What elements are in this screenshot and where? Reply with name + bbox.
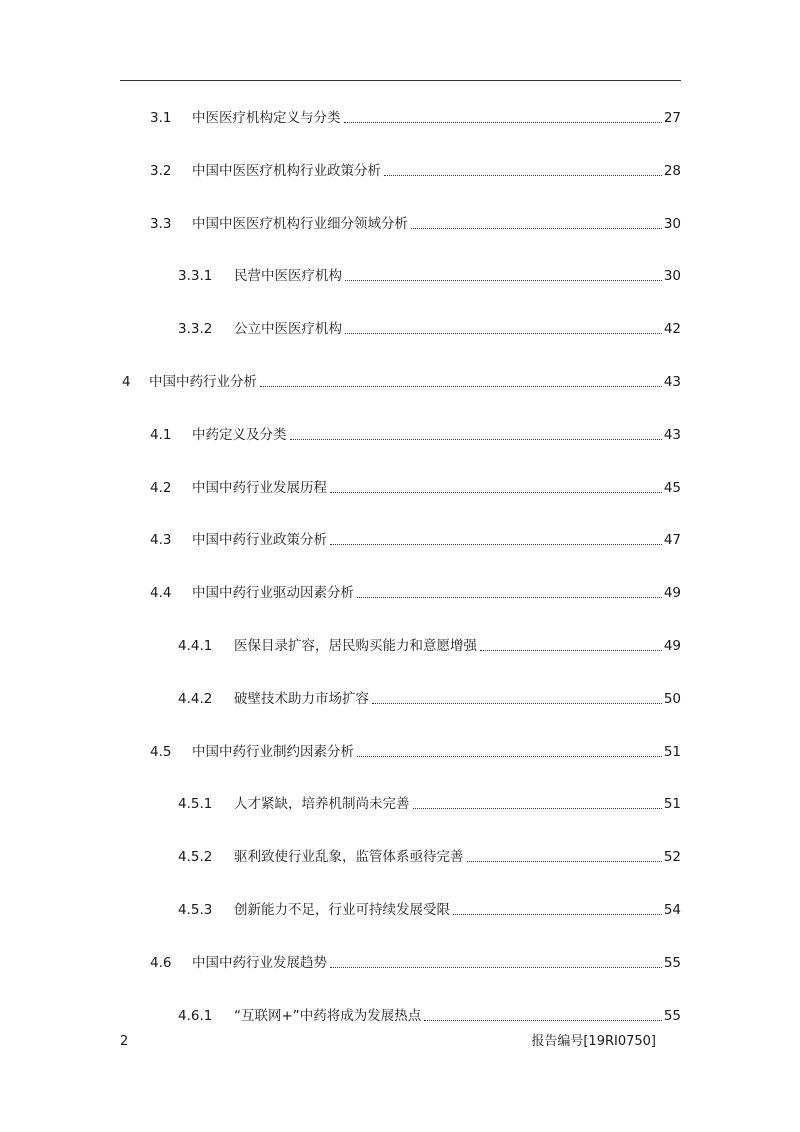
toc-dot-leader bbox=[344, 122, 662, 123]
toc-entry-page: 42 bbox=[663, 321, 681, 338]
toc-entry-page: 51 bbox=[663, 743, 681, 760]
toc-entry-page: 50 bbox=[663, 690, 681, 707]
toc-dot-leader bbox=[345, 333, 662, 334]
toc-entry[interactable] bbox=[150, 952, 681, 974]
toc-entry[interactable] bbox=[178, 846, 681, 868]
toc-entry[interactable] bbox=[178, 318, 681, 340]
toc-entry-number: 4 bbox=[122, 374, 131, 390]
toc-dot-leader bbox=[260, 386, 662, 387]
toc-entry-number: 4.1 bbox=[150, 426, 172, 443]
toc-dot-leader bbox=[357, 597, 662, 598]
toc-entry-title: 中国中药行业制约因素分析 bbox=[192, 743, 354, 760]
toc-entry-title: 中国中医医疗机构行业细分领域分析 bbox=[192, 215, 408, 232]
toc-dot-leader bbox=[357, 756, 662, 757]
toc-dot-leader bbox=[411, 228, 662, 229]
toc-dot-leader bbox=[453, 914, 662, 915]
toc-entry-title: 中国中药行业政策分析 bbox=[192, 532, 327, 549]
toc-entry-number: 3.3.1 bbox=[178, 268, 213, 285]
toc-entry-number: 3.2 bbox=[150, 162, 172, 179]
toc-entry-page: 49 bbox=[663, 585, 681, 602]
toc-entry-page: 30 bbox=[663, 268, 681, 285]
toc-entry-page: 55 bbox=[663, 954, 681, 971]
toc-entry-title: 人才紧缺，培养机制尚未完善 bbox=[234, 796, 410, 813]
toc-dot-leader bbox=[345, 280, 662, 281]
toc-entry-number: 3.3 bbox=[150, 215, 172, 232]
toc-dot-leader bbox=[372, 703, 662, 704]
toc-entry[interactable] bbox=[150, 160, 681, 182]
toc-entry-title: 中国中药行业分析 bbox=[149, 374, 257, 390]
toc-entry-number: 4.5.1 bbox=[178, 796, 213, 813]
toc-entry-number: 4.4.1 bbox=[178, 638, 213, 654]
toc-entry-title: 民营中医医疗机构 bbox=[234, 268, 342, 285]
toc-entry-title: 中国中药行业驱动因素分析 bbox=[192, 585, 354, 602]
toc-entry-page: 43 bbox=[663, 374, 681, 390]
toc-entry-page: 55 bbox=[663, 1007, 681, 1024]
toc-entry[interactable] bbox=[150, 107, 681, 129]
toc-entry-number: 4.5.2 bbox=[178, 849, 213, 866]
toc-entry-title: “互联网+”中药将成为发展热点 bbox=[234, 1007, 422, 1024]
header-rule bbox=[120, 80, 681, 81]
toc-entry[interactable] bbox=[122, 371, 681, 393]
toc-entry-number: 3.3.2 bbox=[178, 321, 213, 338]
toc-entry-number: 4.4 bbox=[150, 585, 172, 602]
toc-entry-title: 创新能力不足，行业可持续发展受限 bbox=[234, 902, 450, 918]
toc-entry-number: 4.5 bbox=[150, 743, 172, 760]
toc-entry[interactable] bbox=[178, 1005, 681, 1027]
toc-entry-page: 52 bbox=[663, 849, 681, 866]
toc-entry-number: 4.4.2 bbox=[178, 690, 213, 707]
toc-entry[interactable] bbox=[150, 582, 681, 604]
toc-entry-title: 中国中药行业发展趋势 bbox=[192, 954, 327, 971]
toc-dot-leader bbox=[413, 808, 662, 809]
toc-entry[interactable] bbox=[150, 529, 681, 551]
toc-entry-number: 4.5.3 bbox=[178, 902, 213, 918]
toc-entry[interactable] bbox=[178, 793, 681, 815]
toc-entry-page: 28 bbox=[663, 162, 681, 179]
toc-entry-title: 医保目录扩容，居民购买能力和意愿增强 bbox=[234, 638, 477, 654]
toc-entry[interactable] bbox=[178, 265, 681, 287]
toc-dot-leader bbox=[330, 967, 662, 968]
toc-entry-page: 43 bbox=[663, 426, 681, 443]
toc-entry-title: 中国中药行业发展历程 bbox=[192, 479, 327, 496]
toc-entry-number: 4.3 bbox=[150, 532, 172, 549]
toc-entry-title: 中药定义及分类 bbox=[192, 426, 287, 443]
toc-entry-page: 51 bbox=[663, 796, 681, 813]
toc-dot-leader bbox=[384, 175, 662, 176]
footer-page-number: 2 bbox=[120, 1034, 129, 1049]
toc-entry-number: 4.2 bbox=[150, 479, 172, 496]
toc-entry[interactable] bbox=[150, 477, 681, 499]
toc-entry[interactable] bbox=[178, 635, 681, 657]
toc-entry-page: 49 bbox=[663, 638, 681, 654]
toc-dot-leader bbox=[330, 492, 662, 493]
toc-entry[interactable] bbox=[150, 741, 681, 763]
toc-entry-title: 中国中医医疗机构行业政策分析 bbox=[192, 162, 381, 179]
toc-entry-title: 中医医疗机构定义与分类 bbox=[192, 110, 341, 126]
toc-entry[interactable] bbox=[150, 213, 681, 235]
toc-entry-page: 47 bbox=[663, 532, 681, 549]
toc-entry-page: 27 bbox=[663, 110, 681, 126]
toc-entry-title: 破壁技术助力市场扩容 bbox=[234, 690, 369, 707]
toc-entry-page: 30 bbox=[663, 215, 681, 232]
toc-entry-title: 驱利致使行业乱象，监管体系亟待完善 bbox=[234, 849, 464, 866]
toc-dot-leader bbox=[290, 439, 662, 440]
toc-dot-leader bbox=[467, 861, 662, 862]
footer-report-number: 报告编号[19RI0750] bbox=[531, 1034, 656, 1049]
toc-entry-page: 45 bbox=[663, 479, 681, 496]
toc-dot-leader bbox=[424, 1020, 662, 1021]
toc-entry-title: 公立中医医疗机构 bbox=[234, 321, 342, 338]
toc-entry-number: 4.6.1 bbox=[178, 1007, 213, 1024]
toc-entry-number: 4.6 bbox=[150, 954, 172, 971]
toc-entry[interactable] bbox=[178, 688, 681, 710]
toc-dot-leader bbox=[480, 650, 662, 651]
toc-dot-leader bbox=[330, 544, 662, 545]
toc-entry-page: 54 bbox=[663, 902, 681, 918]
toc-entry[interactable] bbox=[150, 424, 681, 446]
toc-entry-number: 3.1 bbox=[150, 110, 172, 126]
toc-entry[interactable] bbox=[178, 899, 681, 921]
